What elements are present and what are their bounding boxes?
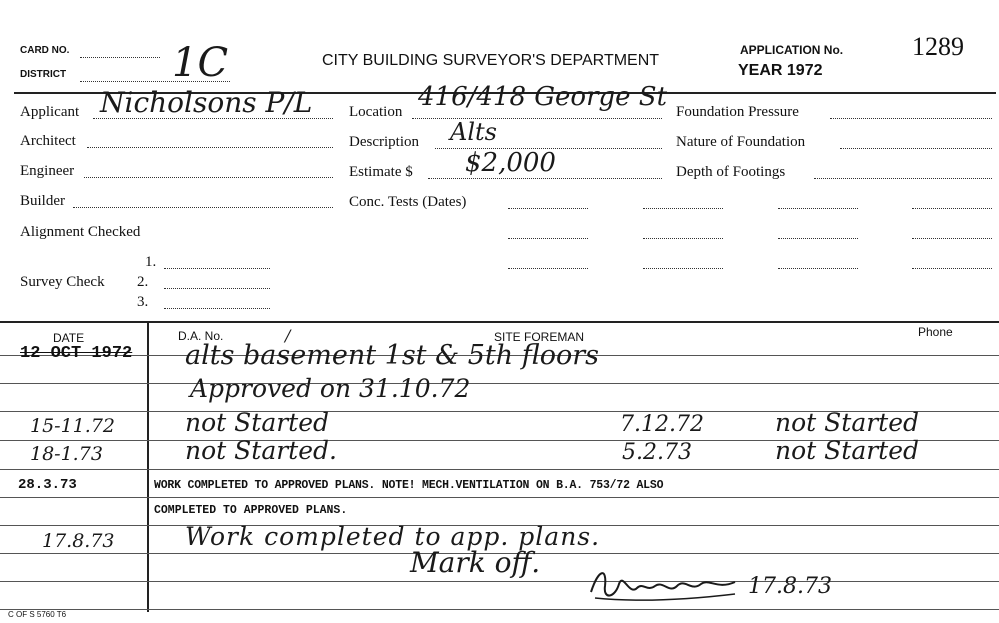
log-row3-date2: 7.12.72 — [620, 412, 704, 437]
site-foreman-header: SITE FOREMAN — [494, 330, 585, 344]
conc-line — [643, 208, 723, 209]
survey-3-label: 3. — [137, 294, 149, 310]
log-row3-text2: not Started — [775, 408, 920, 437]
conc-line — [778, 238, 858, 239]
log-row4-date2: 5.2.73 — [622, 440, 692, 465]
log-row1-text: alts basement 1st & 5th floors — [185, 340, 600, 371]
survey-2-line — [164, 288, 270, 289]
log-row6-date: 17.8.73 — [42, 530, 115, 552]
description-label: Description — [349, 134, 419, 150]
depth-line — [814, 178, 992, 179]
log-row-line — [0, 609, 999, 610]
survey-3-line — [164, 308, 270, 309]
log-row8-date: 17.8.73 — [748, 574, 832, 599]
conc-line — [778, 208, 858, 209]
survey-2-label: 2. — [137, 274, 149, 290]
log-row-line — [0, 383, 999, 384]
log-row1-date: 12 OCT 1972 — [20, 344, 133, 363]
description-value: Alts — [450, 118, 497, 146]
log-date-divider — [147, 322, 149, 612]
log-row-line — [0, 469, 999, 470]
da-no-header: D.A. No. — [178, 329, 224, 343]
card-no-label: CARD NO. — [20, 45, 70, 56]
survey-1-label: 1. — [145, 254, 157, 270]
engineer-label: Engineer — [20, 163, 75, 179]
location-label: Location — [349, 104, 403, 120]
conc-line — [912, 208, 992, 209]
builder-line — [73, 207, 333, 208]
conc-line — [508, 238, 588, 239]
conc-line — [508, 268, 588, 269]
applicant-label: Applicant — [20, 104, 80, 120]
conc-line — [912, 238, 992, 239]
applicant-value: Nicholsons P/L — [100, 86, 313, 119]
foundation-pressure-label: Foundation Pressure — [676, 104, 799, 120]
log-row5-text-a: WORK COMPLETED TO APPROVED PLANS. NOTE! MECH.VENTILATION ON B.A. 753/72 ALSO — [154, 479, 664, 492]
alignment-label: Alignment Checked — [20, 224, 141, 240]
log-row3-text: not Started — [185, 408, 330, 437]
foundation-pressure-line — [830, 118, 992, 119]
survey-1-line — [164, 268, 270, 269]
log-row6-text: Work completed to app. plans. — [185, 522, 601, 551]
conc-line — [508, 208, 588, 209]
date-header: DATE — [53, 331, 85, 345]
nature-line — [840, 148, 992, 149]
log-row-line — [0, 497, 999, 498]
log-row-line — [0, 581, 999, 582]
architect-line — [87, 147, 333, 148]
conc-tests-label: Conc. Tests (Dates) — [349, 194, 467, 210]
signature-mark — [585, 562, 745, 606]
log-row4-text: not Started. — [185, 436, 337, 465]
log-row5-date: 28.3.73 — [18, 477, 77, 493]
form-code: C OF S 5760 T6 — [8, 610, 67, 619]
engineer-line — [84, 177, 333, 178]
da-no-value: / — [285, 326, 291, 345]
conc-line — [778, 268, 858, 269]
department-title: CITY BUILDING SURVEYOR'S DEPARTMENT — [322, 52, 660, 69]
district-label: DISTRICT — [20, 69, 67, 80]
estimate-label: Estimate $ — [349, 164, 413, 180]
builder-label: Builder — [20, 193, 65, 209]
conc-line — [643, 268, 723, 269]
year-label: YEAR 1972 — [738, 62, 823, 79]
log-row2-text: Approved on 31.10.72 — [190, 374, 471, 403]
card-no-line — [80, 57, 160, 58]
conc-line — [912, 268, 992, 269]
nature-label: Nature of Foundation — [676, 134, 806, 150]
application-no: 1289 — [912, 32, 964, 61]
log-row3-date: 15-11.72 — [30, 415, 115, 437]
district-value: 1C — [172, 40, 229, 86]
application-no-label: APPLICATION No. — [740, 43, 844, 57]
log-top-border — [0, 321, 999, 323]
architect-label: Architect — [20, 133, 76, 149]
survey-label: Survey Check — [20, 274, 105, 290]
phone-header: Phone — [918, 325, 953, 339]
log-row4-text2: not Started — [775, 436, 920, 465]
estimate-line — [428, 178, 662, 179]
log-row5-text-b: COMPLETED TO APPROVED PLANS. — [154, 504, 348, 517]
log-row4-date: 18-1.73 — [30, 443, 103, 465]
depth-label: Depth of Footings — [676, 164, 786, 180]
log-row7-text: Mark off. — [410, 546, 541, 579]
location-value: 416/418 George St — [418, 82, 668, 112]
conc-line — [643, 238, 723, 239]
estimate-value: $2,000 — [465, 148, 556, 178]
